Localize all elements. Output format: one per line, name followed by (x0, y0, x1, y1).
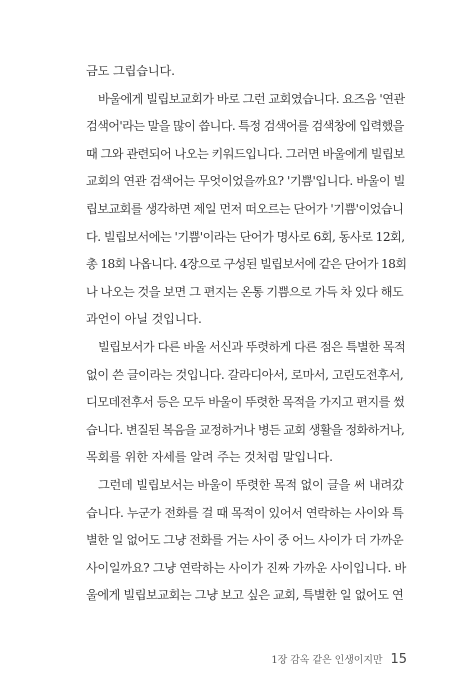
text-line: 금도 그립습니다. (86, 64, 175, 78)
text-line: 디모데전후서 등은 모두 바울이 뚜렷한 목적을 가지고 편지를 썼 (86, 395, 405, 410)
page-footer (271, 651, 407, 667)
text-line: 습니다. 변질된 복음을 교정하거나 병든 교회 생활을 정화하거나, (86, 422, 405, 437)
text-line: 사이일까요? 그냥 연락하는 사이가 진짜 가까운 사이입니다. 바 (86, 560, 406, 575)
text-line: 총 18회 나옵니다. 4장으로 구성된 빌립보서에 같은 단어가 18회 (86, 257, 407, 272)
text-line: 나 나오는 것을 보면 그 편지는 온통 기쁨으로 가득 차 있다 해도 (86, 284, 404, 299)
body-text (86, 58, 406, 610)
text-line: 과언이 아닐 것입니다. (86, 312, 202, 327)
text-line: 검색어'라는 말을 많이 씁니다. 특정 검색어를 검색창에 입력했을 (86, 119, 404, 134)
text-line: 바울에게 빌립보교회가 바로 그런 교회였습니다. 요즈음 '연관 (98, 91, 405, 106)
text-line: 없이 쓴 글이라는 것입니다. 갈라디아서, 로마서, 고린도전후서, (86, 367, 404, 382)
text-line: 그런데 빌립보서는 바울이 뚜렷한 목적 없이 글을 써 내려갔 (98, 477, 404, 492)
text-line: 울에게 빌립보교회는 그냥 보고 싶은 교회, 특별한 일 없어도 연 (86, 588, 404, 603)
page-number: 15 (390, 652, 407, 667)
text-line: 빌립보서가 다른 바울 서신과 뚜렷하게 다른 점은 특별한 목적 (98, 339, 406, 354)
text-line: 교회의 연관 검색어는 무엇이었을까요? '기쁨'입니다. 바울이 빌 (86, 174, 405, 189)
text-line: 별한 일 없어도 그냥 전화를 거는 사이 중 어느 사이가 더 가까운 (86, 533, 404, 548)
text-line: 립보교회를 생각하면 제일 먼저 떠오르는 단어가 '기쁨'이었습니 (86, 201, 404, 216)
text-line: 습니다. 누군가 전화를 걸 때 목적이 있어서 연락하는 사이와 특 (86, 505, 404, 520)
running-head: 1장 감옥 같은 인생이지만 (271, 655, 383, 666)
text-line: 다. 빌립보서에는 '기쁨'이라는 단어가 명사로 6회, 동사로 12회, (86, 229, 405, 244)
text-line: 때 그와 관련되어 나오는 키워드입니다. 그러면 바울에게 빌립보 (86, 146, 405, 161)
text-line: 목회를 위한 자세를 알려 주는 것처럼 말입니다. (86, 450, 333, 465)
